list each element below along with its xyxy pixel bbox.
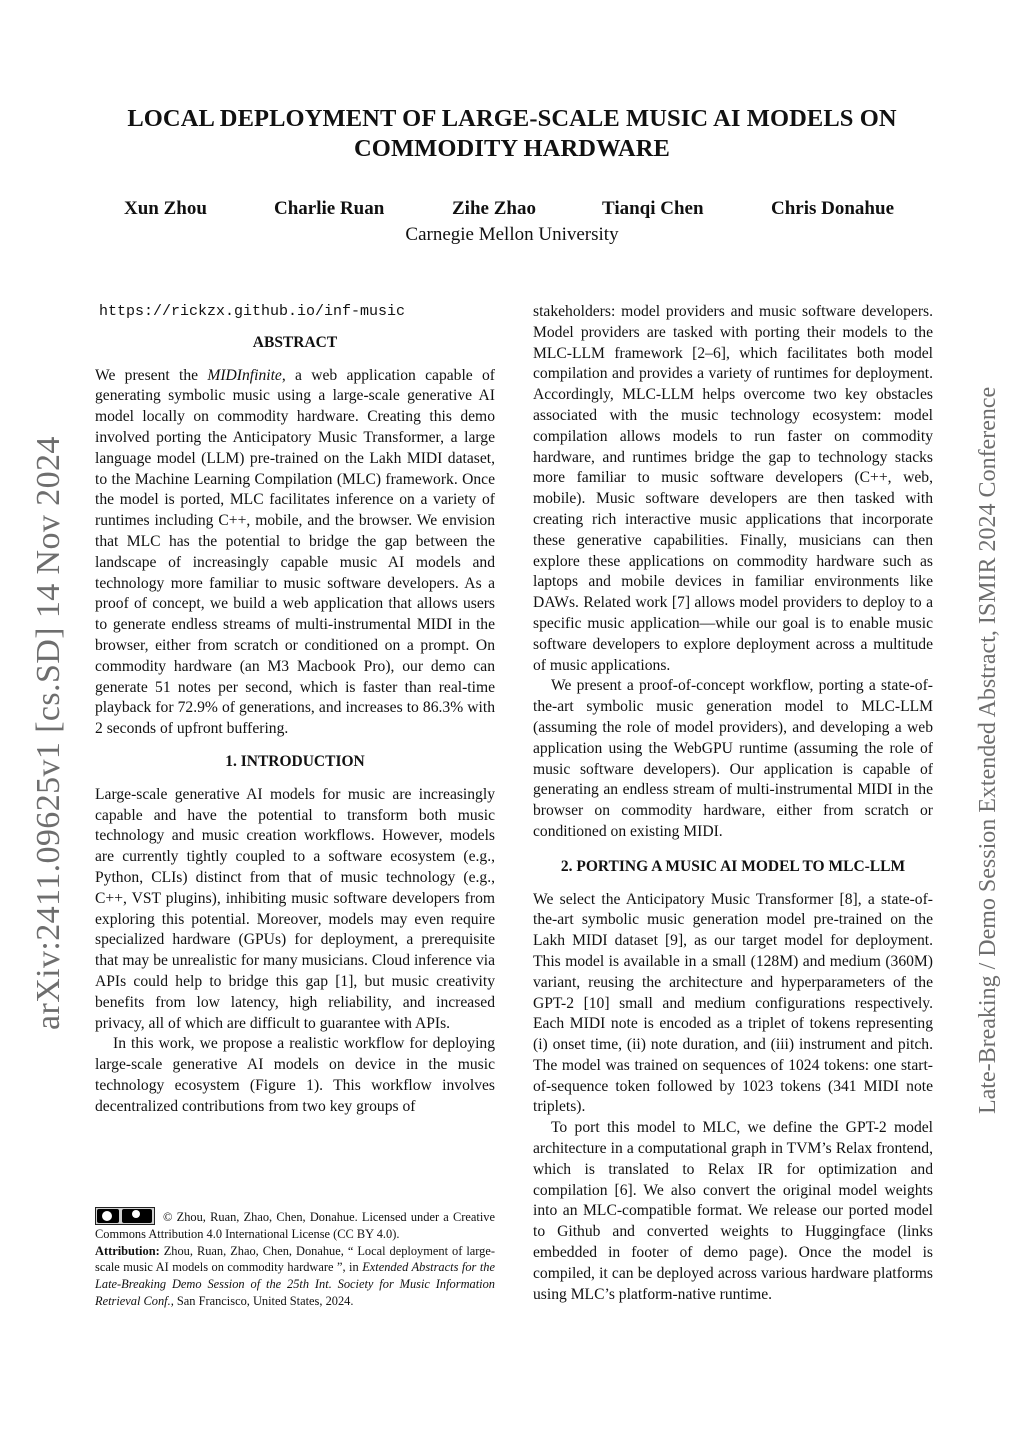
author-name: Tianqi Chen <box>602 198 704 219</box>
author-name: Chris Donahue <box>771 198 894 219</box>
app-name: MIDInfinite <box>207 366 282 384</box>
paper-title-line-2: COMMODITY HARDWARE <box>354 135 670 162</box>
intro-paragraph: Large-scale generative AI models for music are increasingly capable and have the potential to transform both music technology and music creation workflows. However, models are currently tightly coupled to a software ecosystem (e.g., Python, CLIs) distinct from that of music technology (e.g., C++, VST plugins), inhibiting music software developers from exploring this potential. Moreover, models may even require specialized hardware (GPUs) for deployment, a prerequisite that may be unrealistic for many musicians. Cloud inference via APIs could help to bridge this gap [1], but music creativity benefits from low latency, high reliability, and increased privacy, all of which are difficult to guarantee with APIs. <box>95 785 495 1032</box>
porting-paragraph: We select the Anticipatory Music Transformer [8], a state-of-the-art symbolic music generation model pre-trained on the Lakh MIDI dataset [9], as our target model for deployment. This model is available in a small (128M) and medium (360M) variant, reusing the architecture and hyperparameters of the GPT-2 [10] small and medium configurations respectively. Each MIDI note is encoded as a triplet of tokens representing (i) onset time, (ii) note duration, and (iii) instrument and pitch. The model was trained on sequences of 1024 tokens: one start-of-sequence token followed by 1023 tokens (341 MIDI note triplets). <box>533 890 933 1116</box>
introduction-heading: 1. INTRODUCTION <box>225 752 365 770</box>
arxiv-stamp: arXiv:2411.09625v1 [cs.SD] 14 Nov 2024 <box>30 436 67 1030</box>
abstract-paragraph: We present the MIDInfinite, a web application capable of generating symbolic music using a large-scale generative AI model locally on commodity hardware. Creating this demo involved porting the Anticipatory Music Transformer, a large language model (LLM) pre-trained on the Lakh MIDI dataset, to the Machine Learning Compilation (MLC) framework. Once the model is ported, MLC facilitates inference on a variety of runtimes including C++, mobile, and the browser. We envision that MLC has the potential to bridge the gap between the landscape of increasingly capable music AI models and technology more familiar to music software developers. As a proof of concept, we build a web application that allows users to generate endless streams of multi-instrumental MIDI in the browser, either from scratch or conditioned on a prompt. On commodity hardware (an M3 Macbook Pro), our demo can generate 51 notes per second, which is faster than real-time playback for 72.9% of generations, and increases to 86.3% with 2 seconds of upfront buffering. <box>95 366 495 738</box>
attribution-text: Zhou, Ruan, Zhao, Chen, Donahue, “ Local deployment of large-scale music AI models on commodity hardware ”, in <box>95 1243 495 1275</box>
conference-side-note: Late-Breaking / Demo Session Extended Abstract, ISMIR 2024 Conference <box>975 386 1001 1114</box>
venue: Extended Abstracts for the Late-Breaking Demo Session of the 25th Int. Society for Music Information Retrieval Conf., <box>95 1260 495 1308</box>
left-column <box>95 302 495 1117</box>
demo-url[interactable]: https://rickzx.github.io/inf-music <box>99 303 406 320</box>
intro-paragraph: We present a proof-of-concept workflow, porting a state-of-the-art symbolic music generation model to MLC-LLM (assuming the role of model providers), and developing a web application using the WebGPU runtime (assuming the role of music software developers). Our application is capable of generating an endless stream of multi-instrumental MIDI in the browser on commodity hardware, either from scratch or conditioned on existing MIDI. <box>533 677 933 840</box>
author-name: Xun Zhou <box>124 198 207 219</box>
venue-location: San Francisco, United States, 2024. <box>173 1293 354 1308</box>
right-column <box>533 302 933 1305</box>
cc-by-license-icon <box>95 1207 155 1225</box>
copyright-notice: © Zhou, Ruan, Zhao, Chen, Donahue. Licensed under a Creative Commons Attribution 4.0 International License (CC BY 4.0). <box>95 1210 495 1241</box>
intro-paragraph: In this work, we propose a realistic workflow for deploying large-scale generative AI models on device in the music technology ecosystem (Figure 1). This workflow involves decentralized contributions from two key groups of <box>95 1035 495 1115</box>
author-name: Zihe Zhao <box>452 198 536 219</box>
paper-title-line-1: LOCAL DEPLOYMENT OF LARGE-SCALE MUSIC AI MODELS ON <box>127 105 897 132</box>
attribution-label: Attribution: <box>95 1243 160 1258</box>
porting-paragraph: To port this model to MLC, we define the GPT-2 model architecture in a computational graph in TVM’s Relax frontend, which is translated to Relax IR for optimization and compilation [6]. We also convert the original model weights into an MLC-compatible format. We release our ported model to Github and converted weights to Huggingface (links embedded in footer of demo page). Once the model is compiled, it can be deployed across various hardware platforms using MLC’s platform-native runtime. <box>533 1119 933 1303</box>
abstract-heading: ABSTRACT <box>252 333 338 351</box>
affiliation: Carnegie Mellon University <box>405 224 619 245</box>
license-footnote <box>95 1207 495 1310</box>
porting-heading: 2. PORTING A MUSIC AI MODEL TO MLC-LLM <box>560 857 906 875</box>
intro-paragraph: stakeholders: model providers and music software developers. Model providers are tasked with porting their models to the MLC-LLM framework [2–6], which facilitates both model compilation and provides a variety of runtimes for deployment. Accordingly, MLC-LLM helps overcome two key obstacles associated with the music technology ecosystem: model compilation allows models to run faster on commodity hardware, and runtimes bridge the gap to technology stacks more familiar to music software developers (C++, web, mobile). Music software developers are then tasked with creating rich interactive music applications that incorporate these generative capabilities. Finally, musicians can then explore these applications on commodity hardware such as laptops and mobile devices in familiar environments like DAWs. Related work [7] allows model providers to deploy to a specific music application—while our goal is to enable music software developers to explore deployment across a multitude of music applications. <box>533 303 933 674</box>
paper-title <box>100 104 924 164</box>
author-name: Charlie Ruan <box>274 198 385 219</box>
